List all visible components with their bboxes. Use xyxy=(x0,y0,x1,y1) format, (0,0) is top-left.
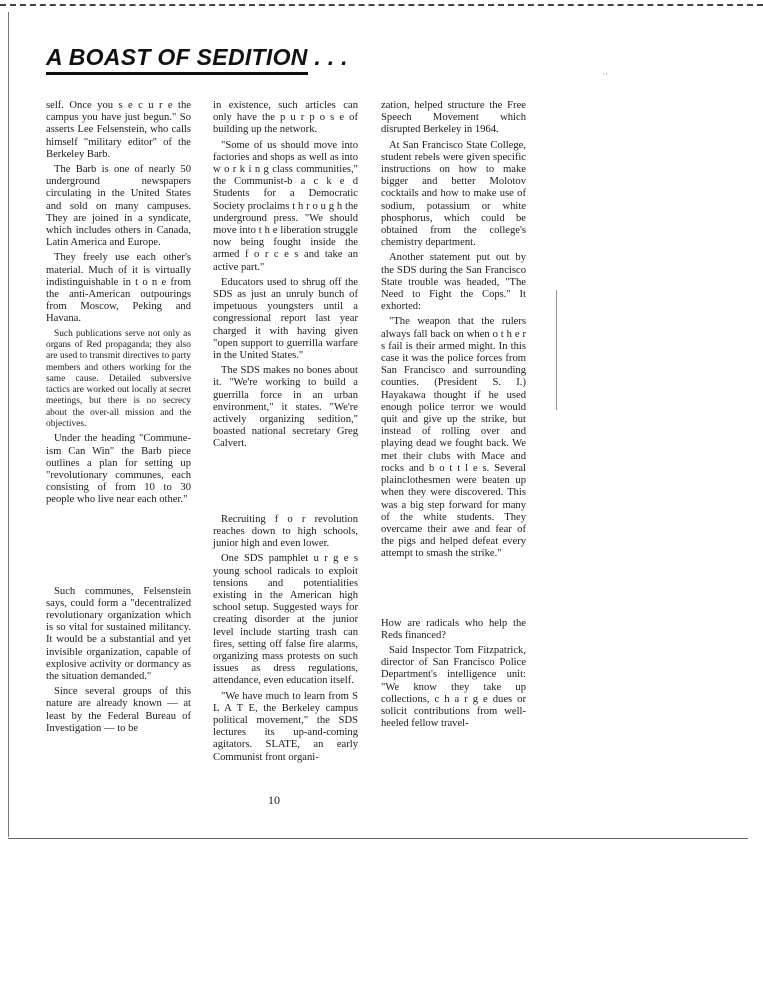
paragraph: Another statement put out by the SDS during the San Francisco State trouble was headed, "The Need to Fight the Cops." It exhorted: xyxy=(381,252,526,313)
paragraph: The Barb is one of nearly 50 underground newspapers circulating in the United States and sold on many campuses. They are joined in a syndicate, which includes others in Canada, Latin America and Europe. xyxy=(46,164,191,249)
paragraph: self. Once you s e c u r e the campus you have just begun." So asserts Lee Felsenstein, who calls himself "military editor" of the Berkeley Barb. xyxy=(46,100,191,160)
paragraph: The SDS makes no bones about it. "We're working to build a guerrilla force in an urban environment," it states. "We're actively organizing sedition," boasted national secretary Greg Calvert. xyxy=(213,365,358,450)
paragraph: in existence, such articles can only have the p u r p o s e of building up the network. xyxy=(213,100,358,136)
paragraph: Said Inspector Tom Fitzpatrick, director of San Francisco Police Department's intelligence unit: "We know they take up collections, c h a r g e dues or solicit contributions from well-heeled fellow travel- xyxy=(381,644,526,730)
bottom-border-rule xyxy=(8,838,748,839)
paragraph: Such publications serve not only as organs of Red propaganda; they also are used to transmit directives to party members and others working for the same cause. Detailed subversive tactics are worked out locally at secret meetings, but there is no secrecy about the over-all mission and the objectives. xyxy=(46,328,191,430)
paragraph: "We have much to learn from S L A T E, the Berkeley campus political movement," the SDS lectures its up-and-coming agitators. SLATE, an early Communist front organi- xyxy=(213,690,358,763)
top-border-rule xyxy=(0,4,763,6)
paragraph: Educators used to shrug off the SDS as just an unruly bunch of impetuous youngsters until a congressional report last year charged it with having given "open support to guerrilla warfare in the United States." xyxy=(213,276,358,362)
paragraph: At San Francisco State College, student rebels were given specific instructions on how to make bigger and better Molotov cocktails and how to make use of sodium, potassium or white phosphorus, which could be obtained from the college's chemistry department. xyxy=(381,139,526,249)
column-gap xyxy=(381,564,526,618)
headline-underline xyxy=(46,72,308,75)
scan-speck: ˙˙ xyxy=(602,72,608,82)
page-number: 10 xyxy=(268,793,280,807)
paragraph: Since several groups of this nature are already known — at least by the Federal Bureau of Investigation — to be xyxy=(46,686,191,734)
left-border-rule xyxy=(8,12,9,837)
column-gap xyxy=(213,454,358,514)
text-column-2 xyxy=(213,100,358,767)
paragraph: Recruiting f o r revolution reaches down to high schools, junior high and even lower. xyxy=(213,513,358,550)
text-column-1 xyxy=(46,100,191,738)
paragraph: Under the heading "Commune-ism Can Win" the Barb piece outlines a plan for setting up "revolutionary communes, each consisting of from 10 to 30 people who live near each other." xyxy=(46,433,191,506)
text-column-3 xyxy=(381,100,526,733)
paragraph: How are radicals who help the Reds financed? xyxy=(381,617,526,641)
paragraph: zation, helped structure the Free Speech Movement which disrupted Berkeley in 1964. xyxy=(381,100,526,136)
paragraph: They freely use each other's material. Much of it is virtually indistinguishable in t o n e from the anti-American outpourings from Moscow, Peking and Havana. xyxy=(46,252,191,325)
paragraph: One SDS pamphlet u r g e s young school radicals to exploit tensions and potentialities existing in the American high school setup. Suggested ways for creating disorder at the junior level include starting trash can fires, setting off false fire alarms, organizing mass protests on such issues as dress regulations, attendance, even education itself. xyxy=(213,553,358,687)
paragraph: Such communes, Felsenstein says, could form a "decentralized revolutionary organization which is so vital for sustained militancy. It would be a substantial and yet invisible organization, capable of explosive activity or dormancy as the situation demanded." xyxy=(46,585,191,682)
paragraph: "Some of us should move into factories and shops as well as into w o r k i n g class communities," the Communist-b a c k e d Students for a Democratic Society proclaims t h r o u g h the underground press. "We should move into t h e liberation struggle now being fought inside the armed f o r c e s and take an active part." xyxy=(213,139,358,273)
column-gap xyxy=(46,510,191,586)
article-headline: A BOAST OF SEDITION . . . xyxy=(46,44,348,70)
right-margin-mark xyxy=(556,290,557,410)
paragraph: "The weapon that the rulers always fall back on when o t h e r s fail is their armed might. In this case it was the police forces from San Francisco and surrounding counties. (President S. I.) Hayakawa thought if he used enough police terror we would quit and give up the strike, but instead of rolling over and playing dead we fought back. We met their clubs with Mace and rocks and b o t t l e s. Several plainclothesmen were beaten up when they were discovered. This was a big step forward for many of the white students. They overcame their awe and fear of the pigs and helped defeat every attempt to smash the strike." xyxy=(381,316,526,560)
